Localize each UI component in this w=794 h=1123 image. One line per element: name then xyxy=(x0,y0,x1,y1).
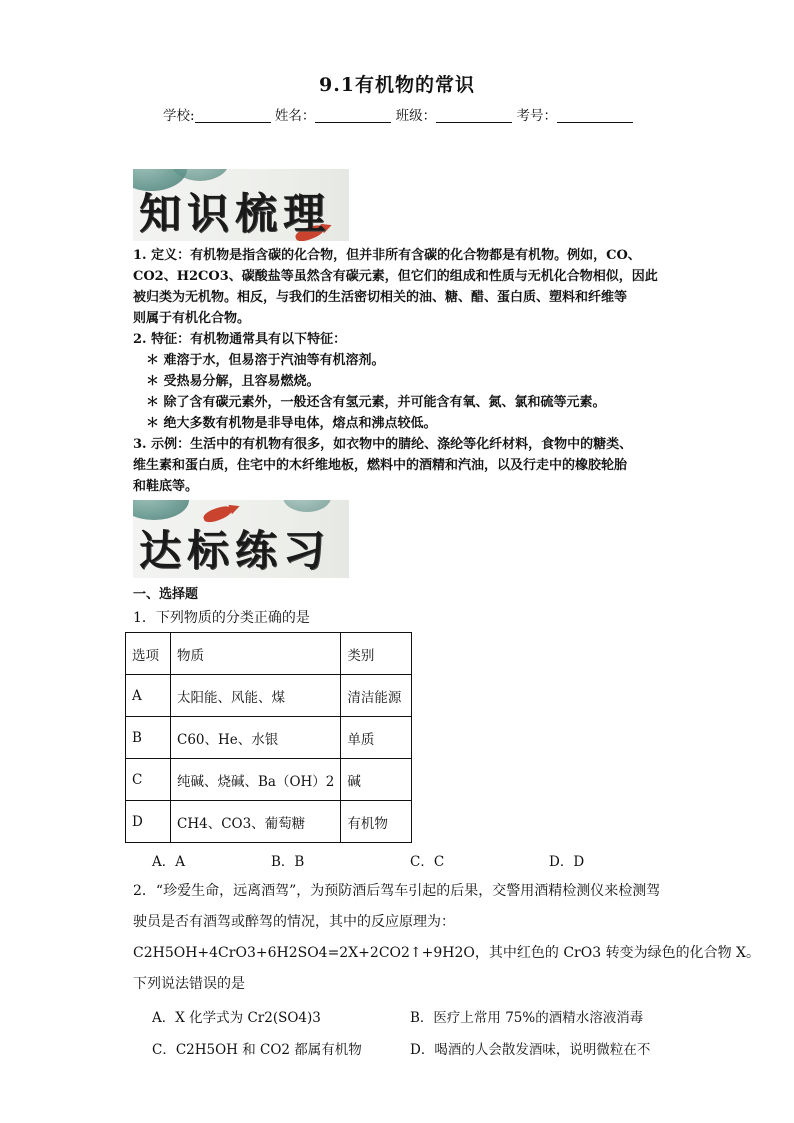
table-cell: D xyxy=(126,801,171,843)
table-cell: 太阳能、风能、煤 xyxy=(171,675,341,717)
table-row xyxy=(126,717,412,759)
table-cell: A xyxy=(126,675,171,717)
table-cell: 清洁能源 xyxy=(341,675,412,717)
q2-option-b[interactable]: B．医疗上常用 75%的酒精水溶液消毒 xyxy=(410,1010,644,1026)
table-row xyxy=(126,801,412,843)
class-label: 班级： xyxy=(395,108,437,124)
table-header-row xyxy=(126,633,412,675)
q2-line: 下列说法错误的是 xyxy=(133,976,245,992)
feature-bullet: ＊ 难溶于水，但易溶于汽油等有机溶剂。 xyxy=(146,353,385,368)
table-row xyxy=(126,675,412,717)
q2-equation-line: C2H5OH+4CrO3+6H2SO4=2X+2CO2↑+9H2O，其中红色的 CrO3 转变为绿色的化合物 X。 xyxy=(133,945,760,961)
knowledge-banner-title: 知识梳理 xyxy=(139,189,332,238)
feature-bullet: ＊ 受热易分解，且容易燃烧。 xyxy=(146,374,320,389)
knowledge-text xyxy=(133,245,663,497)
school-blank[interactable] xyxy=(195,108,271,123)
definition-line: 则属于有机化合物。 xyxy=(133,311,251,326)
table-cell: 有机物 xyxy=(341,801,412,843)
examples-line: 维生素和蛋白质，住宅中的木纤维地板，燃料中的酒精和汽油，以及行走中的橡胶轮胎 xyxy=(133,458,628,473)
name-blank[interactable] xyxy=(315,108,391,123)
definition-line: CO2、H2CO3、碳酸盐等虽然含有碳元素，但它们的组成和性质与无机化合物相似，因此 xyxy=(133,269,658,284)
features-heading: 2. 特征：有机物通常具有以下特征： xyxy=(133,332,347,347)
table-cell: C60、He、水银 xyxy=(171,717,341,759)
table-row xyxy=(126,759,412,801)
table-cell: 纯碱、烧碱、Ba（OH）2 xyxy=(171,759,341,801)
q1-choice-b[interactable]: B．B xyxy=(271,854,305,870)
class-blank[interactable] xyxy=(436,108,512,123)
q1-choice-d[interactable]: D．D xyxy=(549,854,585,870)
student-info-row xyxy=(163,104,633,124)
table-cell: B xyxy=(126,717,171,759)
q2-option-d[interactable]: D．喝酒的人会散发酒味，说明微粒在不 xyxy=(410,1042,651,1058)
table-cell: 单质 xyxy=(341,717,412,759)
practice-banner-title: 达标练习 xyxy=(139,526,332,575)
definition-line: 1. 定义：有机物是指含碳的化合物，但并非所有含碳的化合物都是有机物。例如，CO、 xyxy=(133,248,641,263)
feature-bullet: ＊ 除了含有碳元素外，一般还含有氢元素，并可能含有氧、氮、氯和硫等元素。 xyxy=(146,395,606,410)
table-header-cell: 选项 xyxy=(126,633,171,675)
lotus-leaf-decoration xyxy=(283,500,331,512)
page-title: 9.1有机物的常识 xyxy=(318,74,476,96)
q2-option-c[interactable]: C．C2H5OH 和 CO2 都属有机物 xyxy=(152,1042,362,1058)
question-1-stem: 1．下列物质的分类正确的是 xyxy=(133,610,310,626)
lotus-leaf-decoration xyxy=(133,500,189,520)
question-1-table xyxy=(125,632,412,843)
school-label: 学校: xyxy=(163,108,195,124)
q1-choice-a[interactable]: A．A xyxy=(152,854,185,870)
exam-no-blank[interactable] xyxy=(557,108,633,123)
definition-line: 被归类为无机物。相反，与我们的生活密切相关的油、糖、醋、蛋白质、塑料和纤维等 xyxy=(133,290,628,305)
question-2-stem xyxy=(133,876,760,1000)
name-label: 姓名： xyxy=(274,108,316,124)
q2-option-a[interactable]: A．X 化学式为 Cr2(SO4)3 xyxy=(152,1010,321,1026)
q2-line: 驶员是否有酒驾或醉驾的情况，其中的反应原理为： xyxy=(133,914,455,930)
table-cell: CH4、CO3、葡萄糖 xyxy=(171,801,341,843)
knowledge-banner xyxy=(133,169,349,241)
examples-line: 和鞋底等。 xyxy=(133,479,199,494)
examples-line: 3. 示例：生活中的有机物有很多，如衣物中的腈纶、涤纶等化纤材料，食物中的糖类、 xyxy=(133,437,633,452)
q2-line: 2．“珍爱生命，远离酒驾”，为预防酒后驾车引起的后果，交警用酒精检测仪来检测驾 xyxy=(133,883,661,899)
table-cell: 碱 xyxy=(341,759,412,801)
table-header-cell: 物质 xyxy=(171,633,341,675)
section-heading: 一、选择题 xyxy=(133,587,199,602)
practice-banner xyxy=(133,500,349,578)
table-cell: C xyxy=(126,759,171,801)
q1-choice-c[interactable]: C．C xyxy=(410,854,445,870)
table-header-cell: 类别 xyxy=(341,633,412,675)
exam-no-label: 考号： xyxy=(516,108,557,124)
feature-bullet: ＊ 绝大多数有机物是非导电体，熔点和沸点较低。 xyxy=(146,416,437,431)
